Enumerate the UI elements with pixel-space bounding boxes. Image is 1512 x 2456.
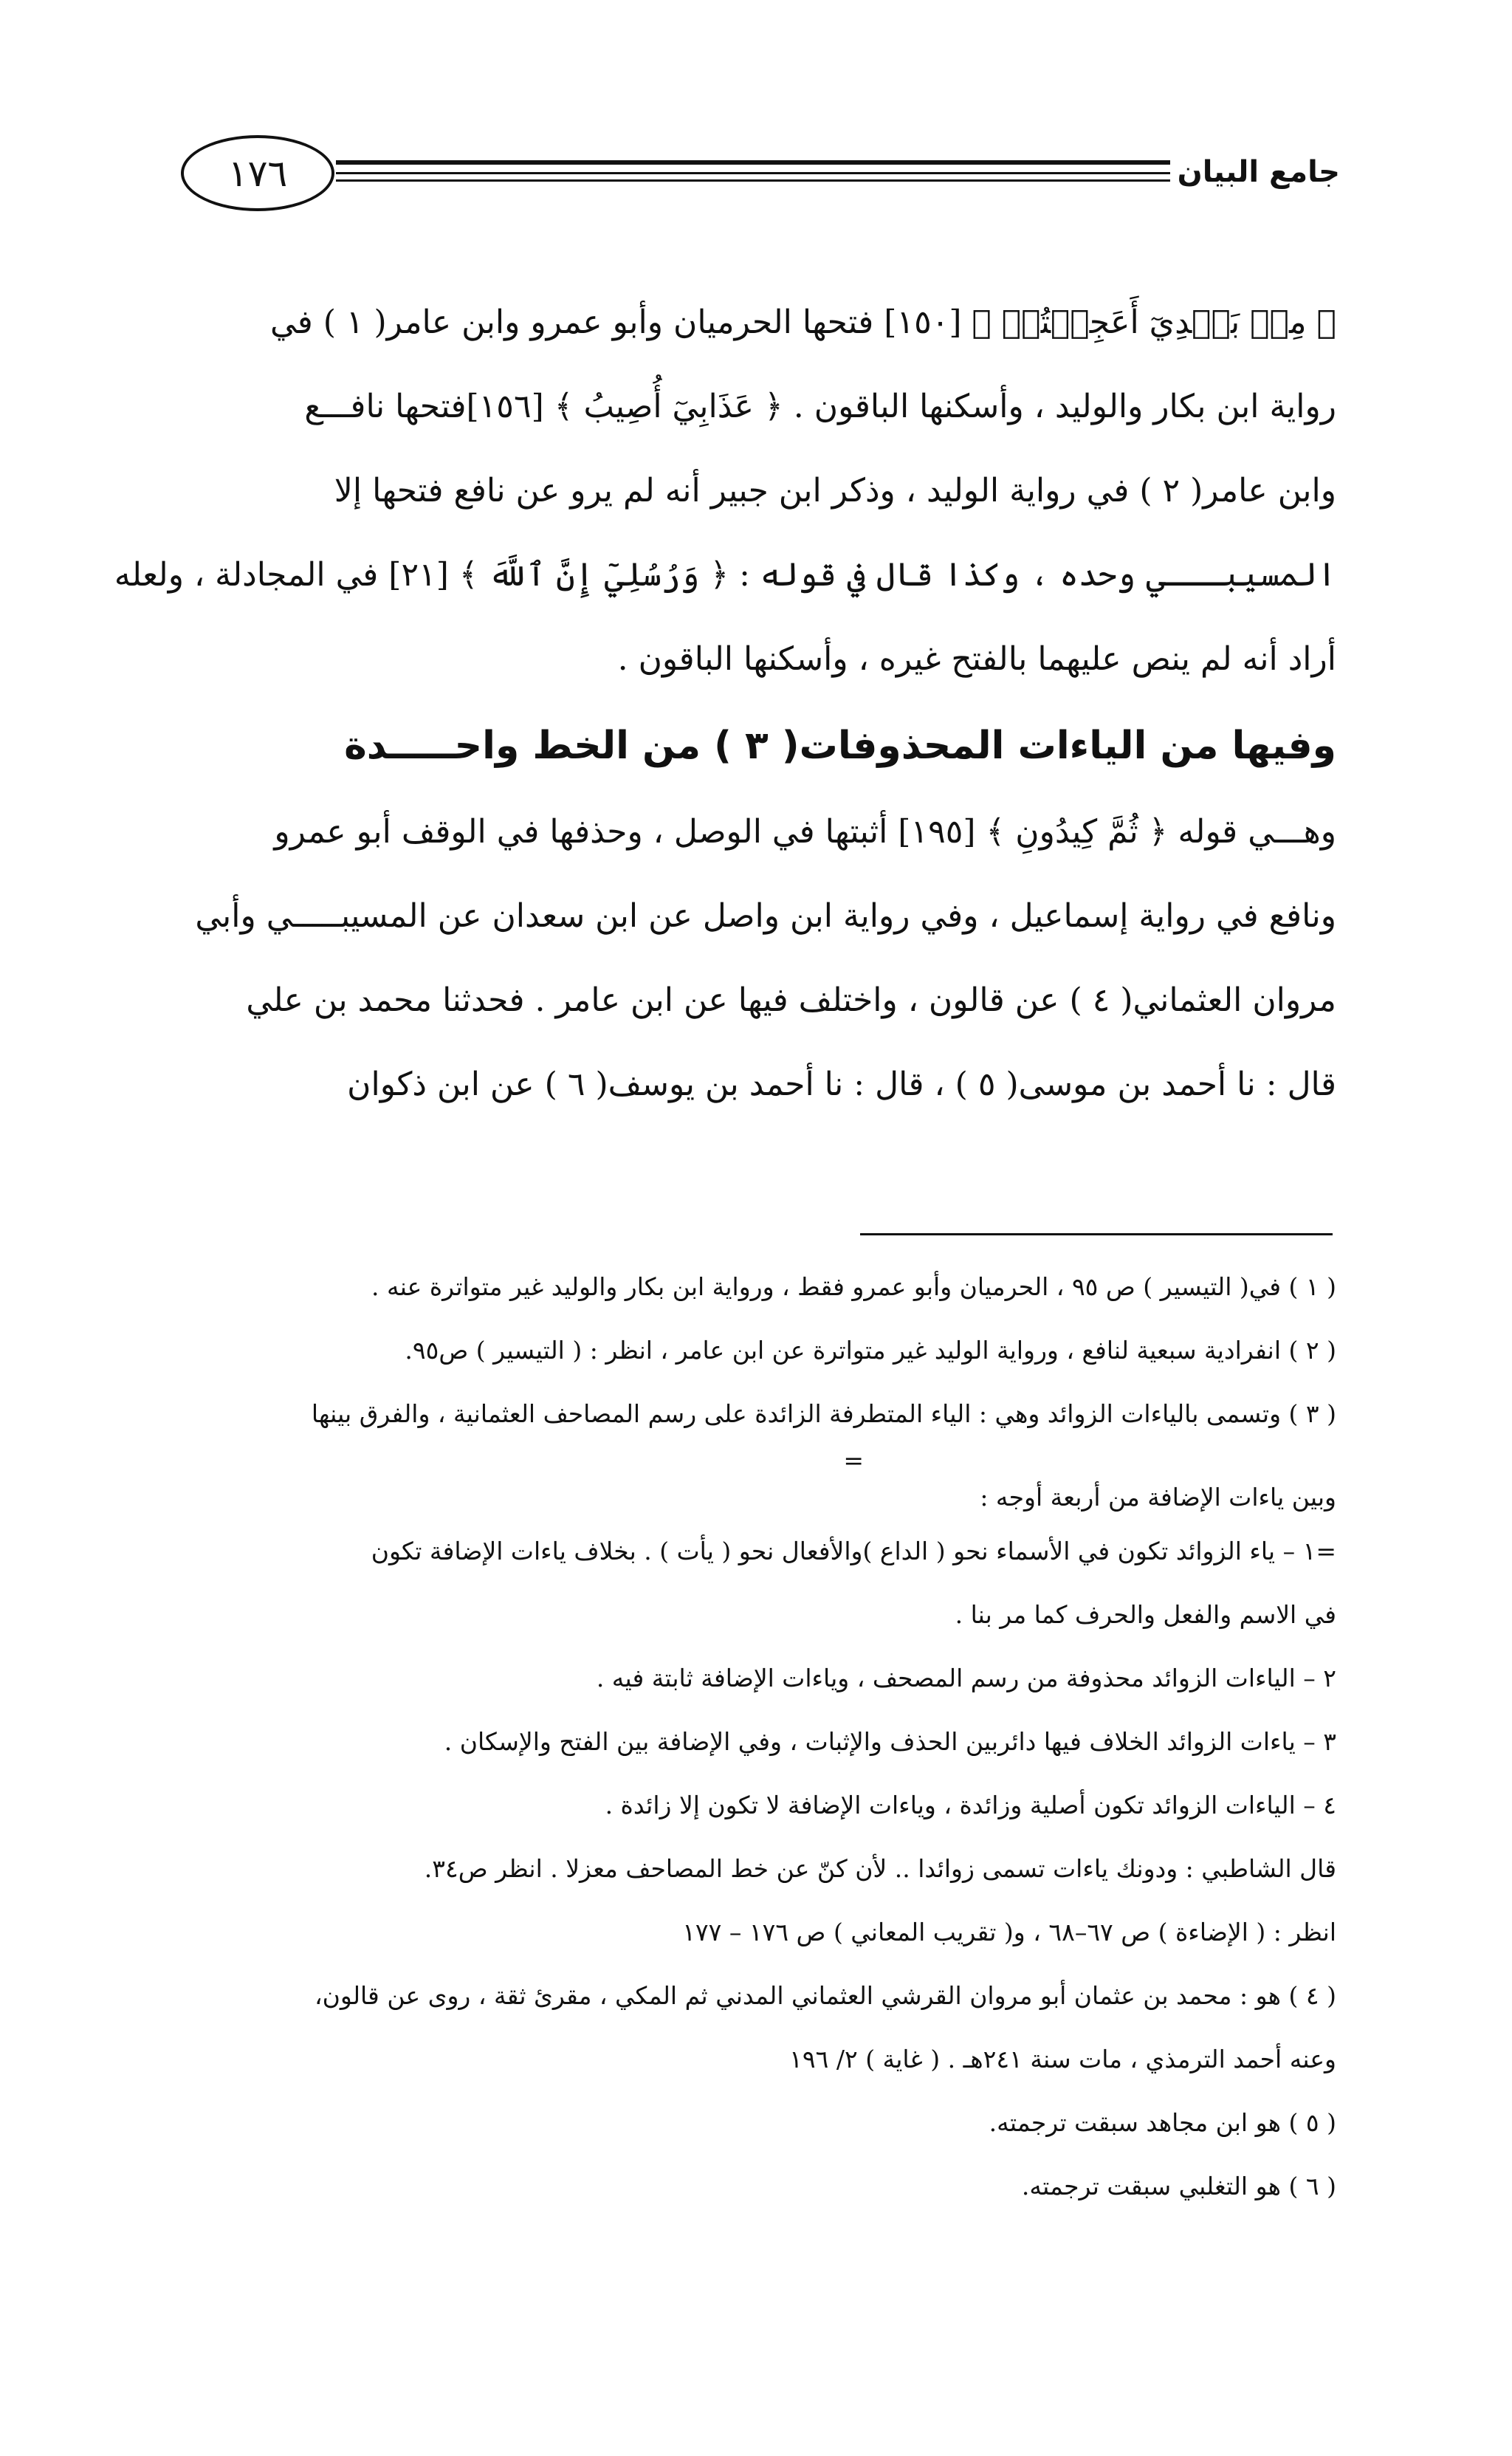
footnote-line: وبين ياءات الإضافة من أربعة أوجه : xyxy=(980,1483,1336,1512)
footnote-line: قال الشاطبي : ودونك ياءات تسمى زوائدا .. لأن كنّ عن خط المصاحف معزلا . انظر ص٣٤. xyxy=(424,1854,1336,1883)
page-header xyxy=(151,129,1340,218)
footnote-line: انظر : ( الإضاءة ) ص ٦٧–٦٨ ، و( تقريب المعاني ) ص ١٧٦ – ١٧٧ xyxy=(682,1918,1336,1946)
main-text xyxy=(114,281,1336,1127)
text-line: وابن عامر( ٢ ) في رواية الوليد ، وذكر ابن جبير أنه لم يرو عن نافع فتحها إلا xyxy=(334,472,1336,510)
footnote-line: ( ٦ ) هو التغلبي سبقت ترجمته. xyxy=(1021,2172,1336,2201)
section-heading: وفيها من الياءات المحذوفات( ٣ ) من الخط واحـــــدة xyxy=(344,724,1336,768)
text-line: أراد أنه لم ينص عليهما بالفتح غيره ، وأسكنها الباقون . xyxy=(617,640,1336,678)
header-rule-thin-2 xyxy=(336,179,1170,182)
footnote-line: ( ٤ ) هو : محمد بن عثمان أبو مروان القرشي العثماني المدني ثم المكي ، مقرئ ثقة ، روى عن قالون، xyxy=(315,1981,1336,2010)
text-line: قال : نا أحمد بن موسى( ٥ ) ، قال : نا أحمد بن يوسف( ٦ ) عن ابن ذكوان xyxy=(347,1066,1336,1103)
text-line: مروان العثماني( ٤ ) عن قالون ، واختلف فيها عن ابن عامر . فحدثنا محمد بن علي xyxy=(246,981,1336,1019)
footnote-continuation-mark: = xyxy=(843,1446,864,1475)
footnote-line: ٢ – الياءات الزوائد محذوفة من رسم المصحف ، وياءات الإضافة ثابتة فيه . xyxy=(596,1664,1336,1692)
footnote-line: ( ٥ ) هو ابن مجاهد سبقت ترجمته. xyxy=(989,2108,1336,2137)
book-title: جامع البيان xyxy=(1177,155,1340,189)
footnote-line: =١ – ياء الزوائد تكون في الأسماء نحو ( الداع )والأفعال نحو ( يأت ) . بخلاف ياءات الإضافة تكون xyxy=(371,1537,1336,1565)
footnote-line: ٣ – ياءات الزوائد الخلاف فيها دائربين الحذف والإثبات ، وفي الإضافة بين الفتح والإسكان . xyxy=(444,1727,1336,1756)
footnote-line: ( ٣ ) وتسمى بالياءات الزوائد وهي : الياء المتطرفة الزائدة على رسم المصاحف العثمانية ، والفرق بينها xyxy=(311,1399,1336,1428)
footnote-line: وعنه أحمد الترمذي ، مات سنة ٢٤١هـ . ( غاية ) ٢/ ١٩٦ xyxy=(789,2045,1336,2073)
text-line: المسيبـــي وحده ، وكذا قال في قوله : ﴿ وَرُسُلِيٓ إِنَّ ٱللَّهَ ﴾ [٢١] في المجادلة ، ولعله xyxy=(114,556,1336,594)
header-rule-thick xyxy=(336,160,1170,165)
text-line: ونافع في رواية إسماعيل ، وفي رواية ابن واصل عن ابن سعدان عن المسيبـــــي وأبي xyxy=(195,897,1336,935)
footnote-line: ( ٢ ) انفرادية سبعية لنافع ، ورواية الوليد غير متواترة عن ابن عامر ، انظر : ( التيسير ) ص٩٥. xyxy=(405,1336,1336,1365)
footnote-line: ٤ – الياءات الزوائد تكون أصلية وزائدة ، وياءات الإضافة لا تكون إلا زائدة . xyxy=(605,1791,1336,1819)
footnotes xyxy=(170,1255,1336,2218)
page-number: ١٧٦ xyxy=(181,135,334,211)
text-line: ﴿ مِنۢ بَعۡدِيٓ أَعَجِلۡتُمۡ ﴾ [١٥٠] فتحها الحرميان وأبو عمرو وابن عامر( ١ ) في xyxy=(270,303,1336,341)
footnote-line: ( ١ ) في( التيسير ) ص ٩٥ ، الحرميان وأبو عمرو فقط ، ورواية ابن بكار والوليد غير متواترة عنه . xyxy=(371,1272,1336,1301)
header-rule-thin xyxy=(336,172,1170,174)
footnote-separator xyxy=(860,1233,1333,1235)
text-line: وهـــي قوله ﴿ ثُمَّ كِيدُونِ ﴾ [١٩٥] أثبتها في الوصل ، وحذفها في الوقف أبو عمرو xyxy=(274,813,1336,851)
text-line: رواية ابن بكار والوليد ، وأسكنها الباقون . ﴿ عَذَابِيٓ أُصِيبُ ﴾ [١٥٦]فتحها نافـــع xyxy=(304,388,1336,425)
footnote-line: في الاسم والفعل والحرف كما مر بنا . xyxy=(955,1600,1336,1629)
